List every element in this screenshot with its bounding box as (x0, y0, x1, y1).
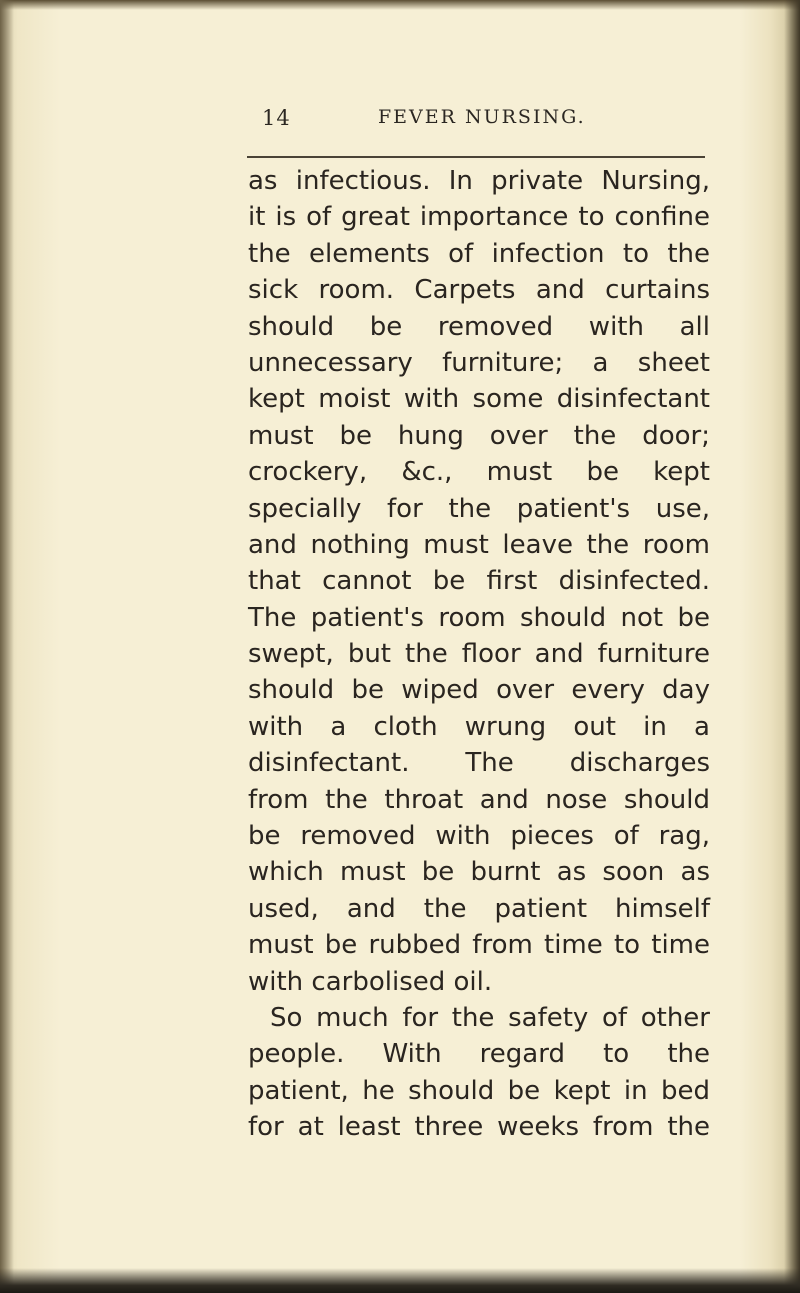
text-line: used, and the patient himself (248, 893, 710, 924)
text-line: unnecessary furniture; a sheet (248, 347, 710, 378)
text-line: must be hung over the door; (248, 420, 710, 451)
text-line: The patient's room should not be (248, 602, 710, 633)
page-top-shadow (0, 0, 800, 10)
text-line: disinfectant. The discharges (248, 748, 710, 779)
text-line: it is of great importance to confine (248, 202, 710, 233)
header-rule (247, 156, 705, 158)
text-line: and nothing must leave the room (248, 529, 710, 560)
text-line: for at least three weeks from the (248, 1112, 710, 1143)
text-line: with a cloth wrung out in a (248, 711, 710, 742)
text-line: from the throat and nose should (248, 784, 710, 815)
page-number: 14 (262, 106, 291, 130)
text-line: kept moist with some disinfectant (248, 384, 710, 415)
page-header (248, 106, 704, 136)
text-line: the elements of infection to the (248, 238, 710, 269)
text-line: patient, he should be kept in bed (248, 1075, 710, 1106)
page-bottom-edge (0, 1268, 800, 1293)
text-line: should be wiped over every day (248, 675, 710, 706)
text-line: people. With regard to the (248, 1039, 710, 1070)
text-line: sick room. Carpets and curtains (248, 275, 710, 306)
text-line: crockery, &c., must be kept (248, 457, 710, 488)
page-right-edge (784, 0, 800, 1293)
text-line: that cannot be first disinfected. (248, 566, 710, 597)
running-head: FEVER NURSING. (378, 106, 586, 128)
text-line: be removed with pieces of rag, (248, 821, 710, 852)
text-line: with carbolised oil. (248, 966, 493, 997)
text-line: must be rubbed from time to time (248, 930, 710, 961)
text-line: swept, but the floor and furniture (248, 639, 710, 670)
body-text (248, 163, 710, 1146)
text-line: So much for the safety of other (270, 1002, 710, 1033)
text-line: should be removed with all (248, 311, 710, 342)
text-line: as infectious. In private Nursing, (248, 166, 710, 196)
page-left-edge (0, 0, 14, 1293)
text-line: which must be burnt as soon as (248, 857, 710, 888)
text-line: specially for the patient's use, (248, 493, 710, 524)
